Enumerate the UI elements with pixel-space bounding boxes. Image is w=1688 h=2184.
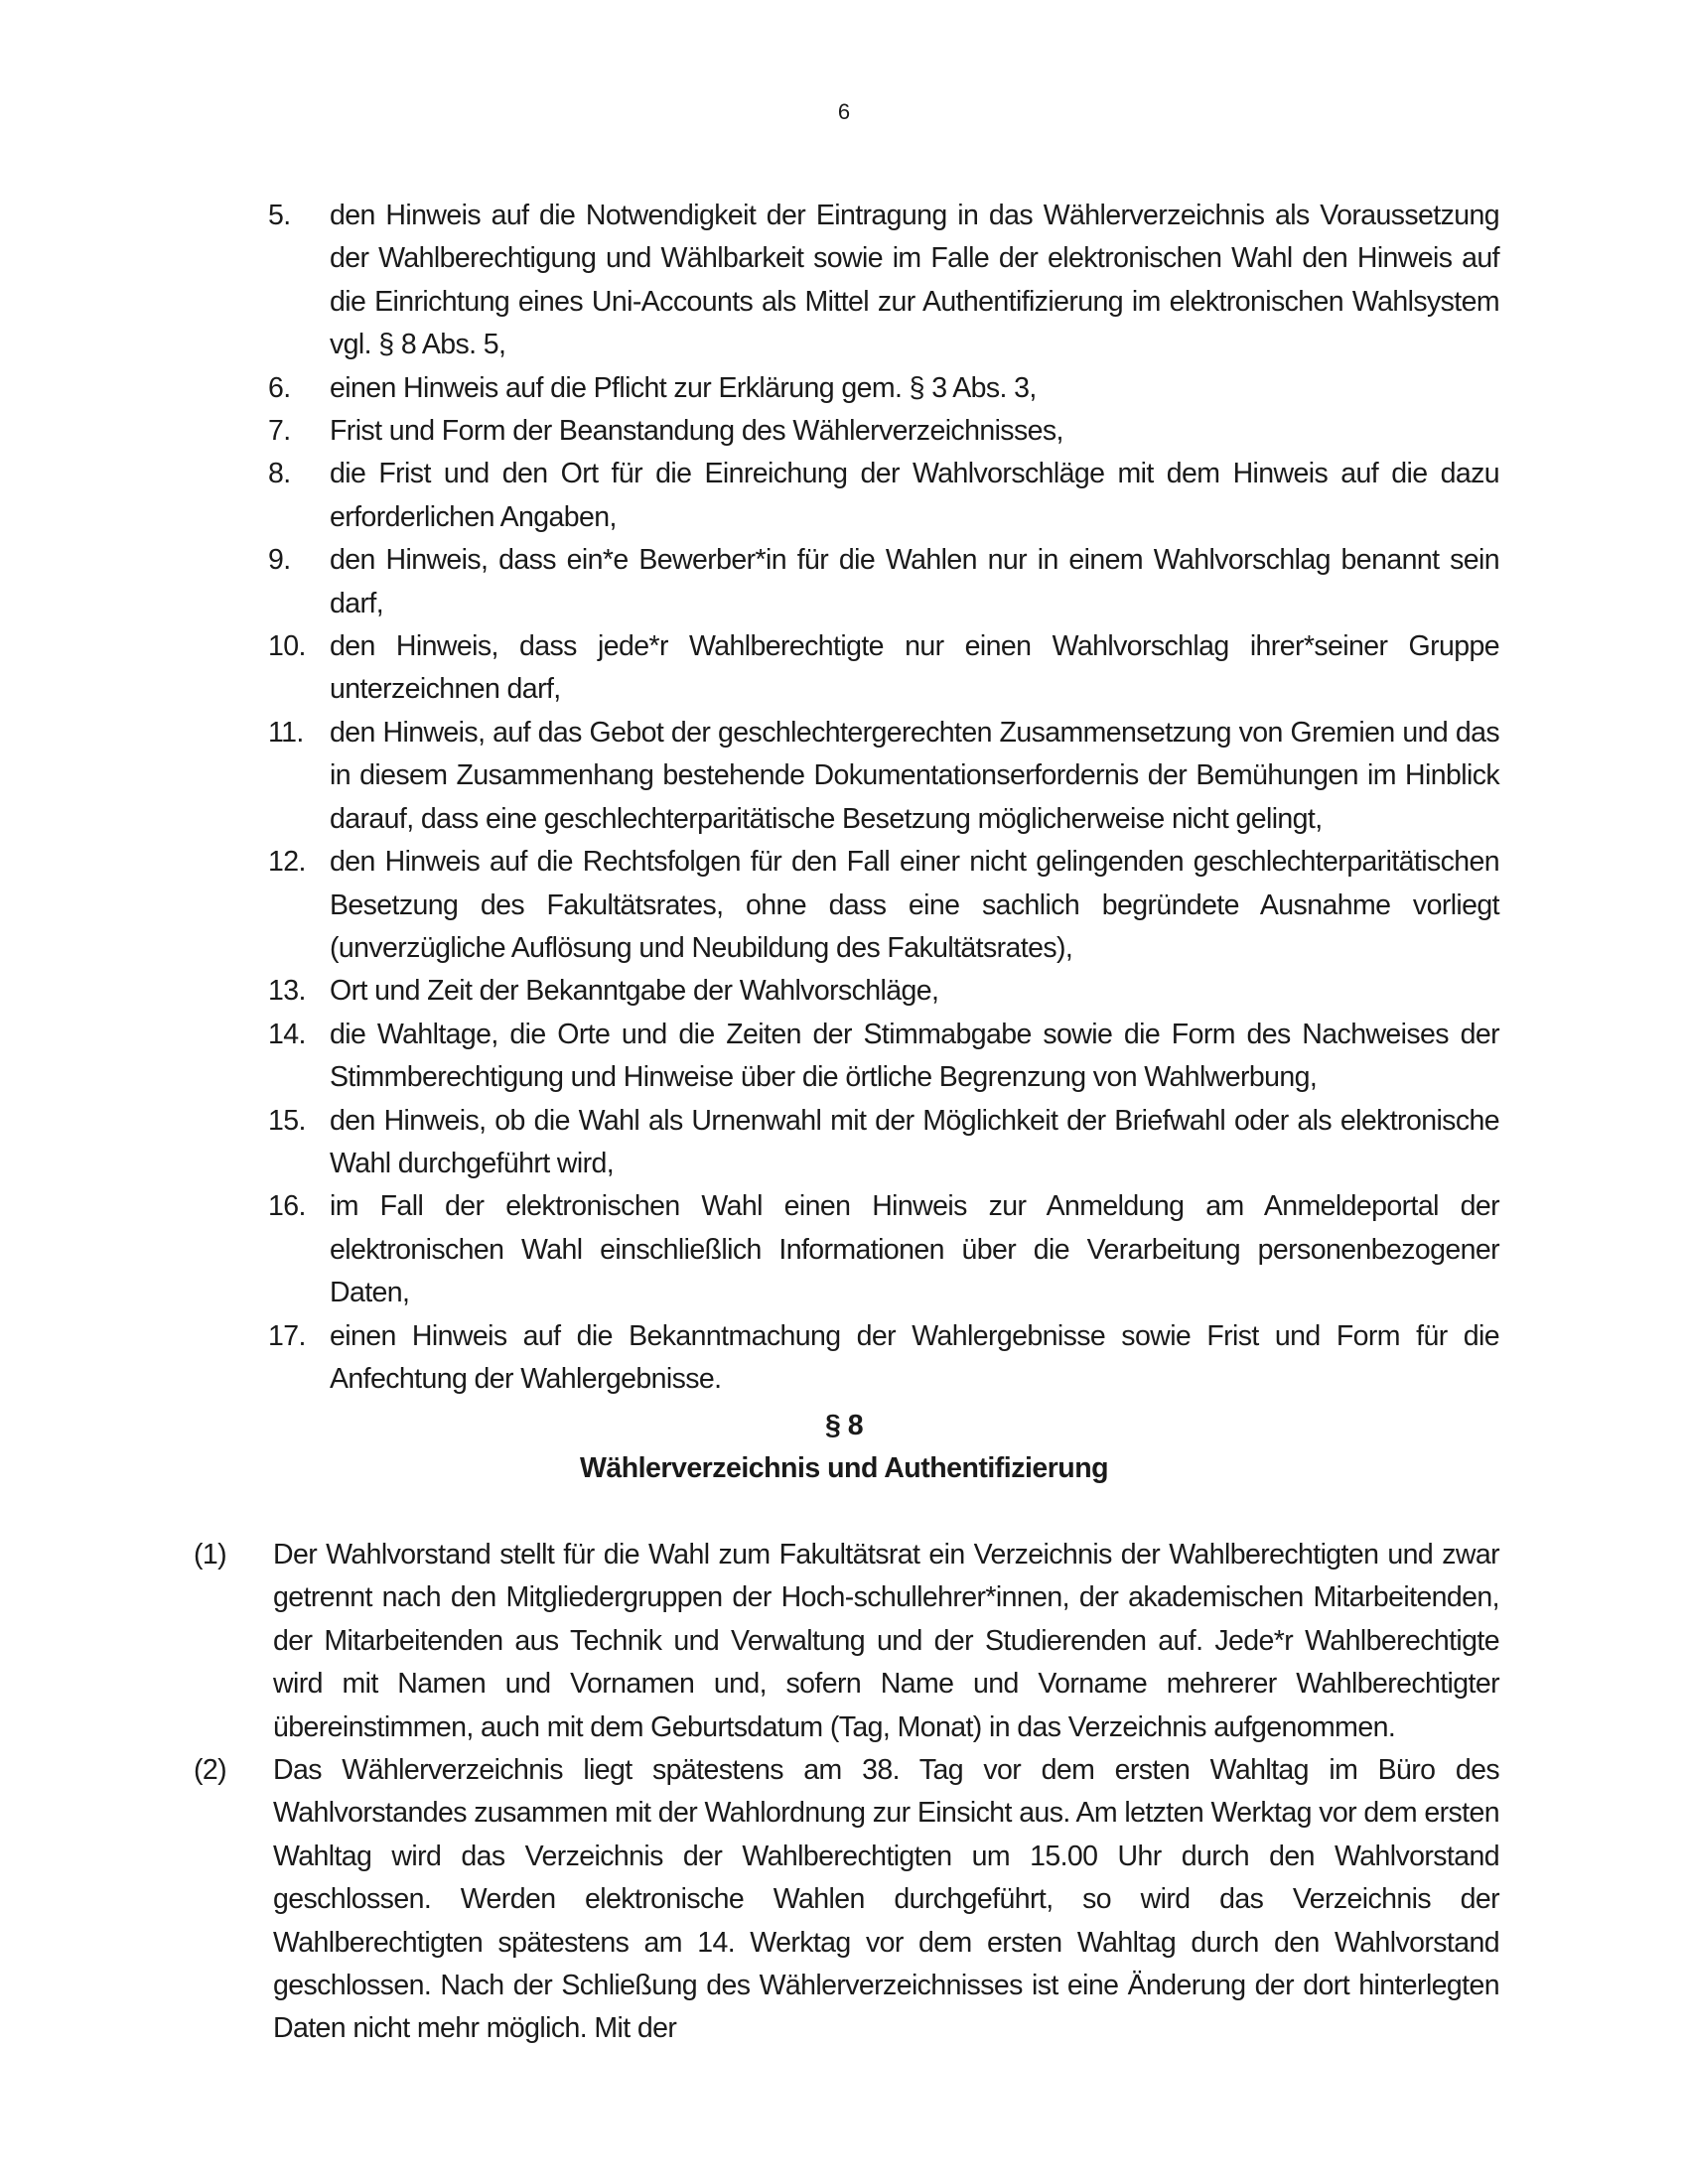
list-item — [268, 195, 1499, 367]
list-item — [268, 410, 1499, 453]
list-item-number: 16. — [268, 1190, 306, 1223]
paragraph-list — [194, 1534, 1499, 2051]
list-item-text: den Hinweis auf die Notwendigkeit der Eintragung in das Wählerverzeichnis als Voraussetzung der Wahlberechtigung und Wählbarkeit sowie im Falle der elektronischen Wahl den Hinweis auf die Einrichtung eines Uni-Accounts als Mittel zur Authentifizierung im elektronischen Wahlsystem vgl. § 8 Abs. 5, — [330, 200, 1499, 361]
list-item-text: im Fall der elektronischen Wahl einen Hinweis zur Anmeldung am Anmeldeportal der elektronischen Wahl einschließlich Informationen über die Verarbeitung personenbezogener Daten, — [330, 1190, 1499, 1309]
list-item — [268, 1185, 1499, 1314]
section-heading — [0, 1405, 1688, 1490]
list-item-number: 17. — [268, 1319, 306, 1352]
paragraph — [194, 1534, 1499, 1749]
list-item — [268, 1014, 1499, 1100]
list-item-number: 7. — [268, 415, 291, 448]
list-item-text: Frist und Form der Beanstandung des Wählerverzeichnisses, — [330, 415, 1063, 448]
list-item — [268, 712, 1499, 841]
paragraph-text: Der Wahlvorstand stellt für die Wahl zum Fakultätsrat ein Verzeichnis der Wahlberechtigten und zwar getrennt nach den Mitgliedergruppen der Hoch-schullehrer*innen, der akademischen Mitarbeitenden, der Mitarbeitenden aus Technik und Verwaltung und der Studierenden auf. Jede*r Wahlberechtigte wird mit Namen und Vornamen und, sofern Name und Vorname mehrerer Wahlberechtigter übereinstimmen, auch mit dem Geburtsdatum (Tag, Monat) in das Verzeichnis aufgenommen. — [273, 1539, 1499, 1743]
paragraph-text: Das Wählerverzeichnis liegt spätestens am 38. Tag vor dem ersten Wahltag im Büro des Wahlvorstandes zusammen mit der Wahlordnung zur Einsicht aus. Am letzten Werktag vor dem ersten Wahltag wird das Verzeichnis der Wahlberechtigten um 15.00 Uhr durch den Wahlvorstand geschlossen. Werden elektronische Wahlen durchgeführt, so wird das Verzeichnis der Wahlberechtigten spätestens am 14. Werktag vor dem ersten Wahltag durch den Wahlvorstand geschlossen. Nach der Schließung des Wählerverzeichnisses ist eine Änderung der dort hinterlegten Daten nicht mehr möglich. Mit der — [273, 1754, 1499, 2045]
list-item-text: Ort und Zeit der Bekanntgabe der Wahlvorschläge, — [330, 975, 939, 1008]
list-item — [268, 841, 1499, 970]
list-item-text: den Hinweis auf die Rechtsfolgen für den Fall einer nicht gelingenden geschlechterparitätischen Besetzung des Fakultätsrates, ohne dass eine sachlich begründete Ausnahme vorliegt (unverzügliche Auflösung und Neubildung des Fakultätsrates), — [330, 846, 1499, 964]
list-item-text: einen Hinweis auf die Pflicht zur Erklärung gem. § 3 Abs. 3, — [330, 371, 1037, 404]
paragraph — [194, 1749, 1499, 2051]
list-item-number: 15. — [268, 1104, 306, 1137]
list-item — [268, 625, 1499, 712]
list-item-text: den Hinweis, ob die Wahl als Urnenwahl mit der Möglichkeit der Briefwahl oder als elektronische Wahl durchgeführt wird, — [330, 1104, 1499, 1179]
list-item-text: die Wahltage, die Orte und die Zeiten der Stimmabgabe sowie die Form des Nachweises der Stimmberechtigung und Hinweise über die örtliche Begrenzung von Wahlwerbung, — [330, 1018, 1499, 1094]
list-item-number: 5. — [268, 200, 291, 231]
page-number: 6 — [837, 99, 851, 124]
list-item-number: 8. — [268, 458, 291, 490]
numbered-list — [268, 195, 1499, 1401]
list-item — [268, 1100, 1499, 1186]
list-item-text: die Frist und den Ort für die Einreichung der Wahlvorschläge mit dem Hinweis auf die dazu erforderlichen Angaben, — [330, 458, 1499, 533]
list-item-text: den Hinweis, dass jede*r Wahlberechtigte nur einen Wahlvorschlag ihrer*seiner Gruppe unterzeichnen darf, — [330, 630, 1499, 706]
list-item — [268, 539, 1499, 625]
list-item-number: 13. — [268, 975, 306, 1008]
list-item-number: 11. — [268, 716, 304, 749]
paragraph-number: (1) — [194, 1539, 227, 1570]
list-item — [268, 1315, 1499, 1402]
list-item-number: 12. — [268, 846, 306, 879]
list-item-number: 6. — [268, 371, 291, 404]
list-item-text: den Hinweis, auf das Gebot der geschlechtergerechten Zusammensetzung von Gremien und das in diesem Zusammenhang bestehende Dokumentationserfordernis der Bemühungen im Hinblick darauf, dass eine geschlechterparitätische Besetzung möglicherweise nicht gelingt, — [330, 716, 1499, 835]
list-item-text: einen Hinweis auf die Bekanntmachung der Wahlergebnisse sowie Frist und Form für die Anfechtung der Wahlergebnisse. — [330, 1319, 1499, 1395]
list-item-number: 14. — [268, 1018, 306, 1050]
list-item — [268, 453, 1499, 539]
paragraph-number: (2) — [194, 1754, 227, 1787]
section-number: § 8 — [824, 1410, 864, 1441]
section-title: Wählerverzeichnis und Authentifizierung — [579, 1452, 1109, 1484]
list-item-number: 9. — [268, 544, 291, 577]
list-item-number: 10. — [268, 630, 306, 663]
list-item-text: den Hinweis, dass ein*e Bewerber*in für die Wahlen nur in einem Wahlvorschlag benannt sein darf, — [330, 544, 1499, 619]
list-item — [268, 970, 1499, 1013]
list-item — [268, 367, 1499, 410]
